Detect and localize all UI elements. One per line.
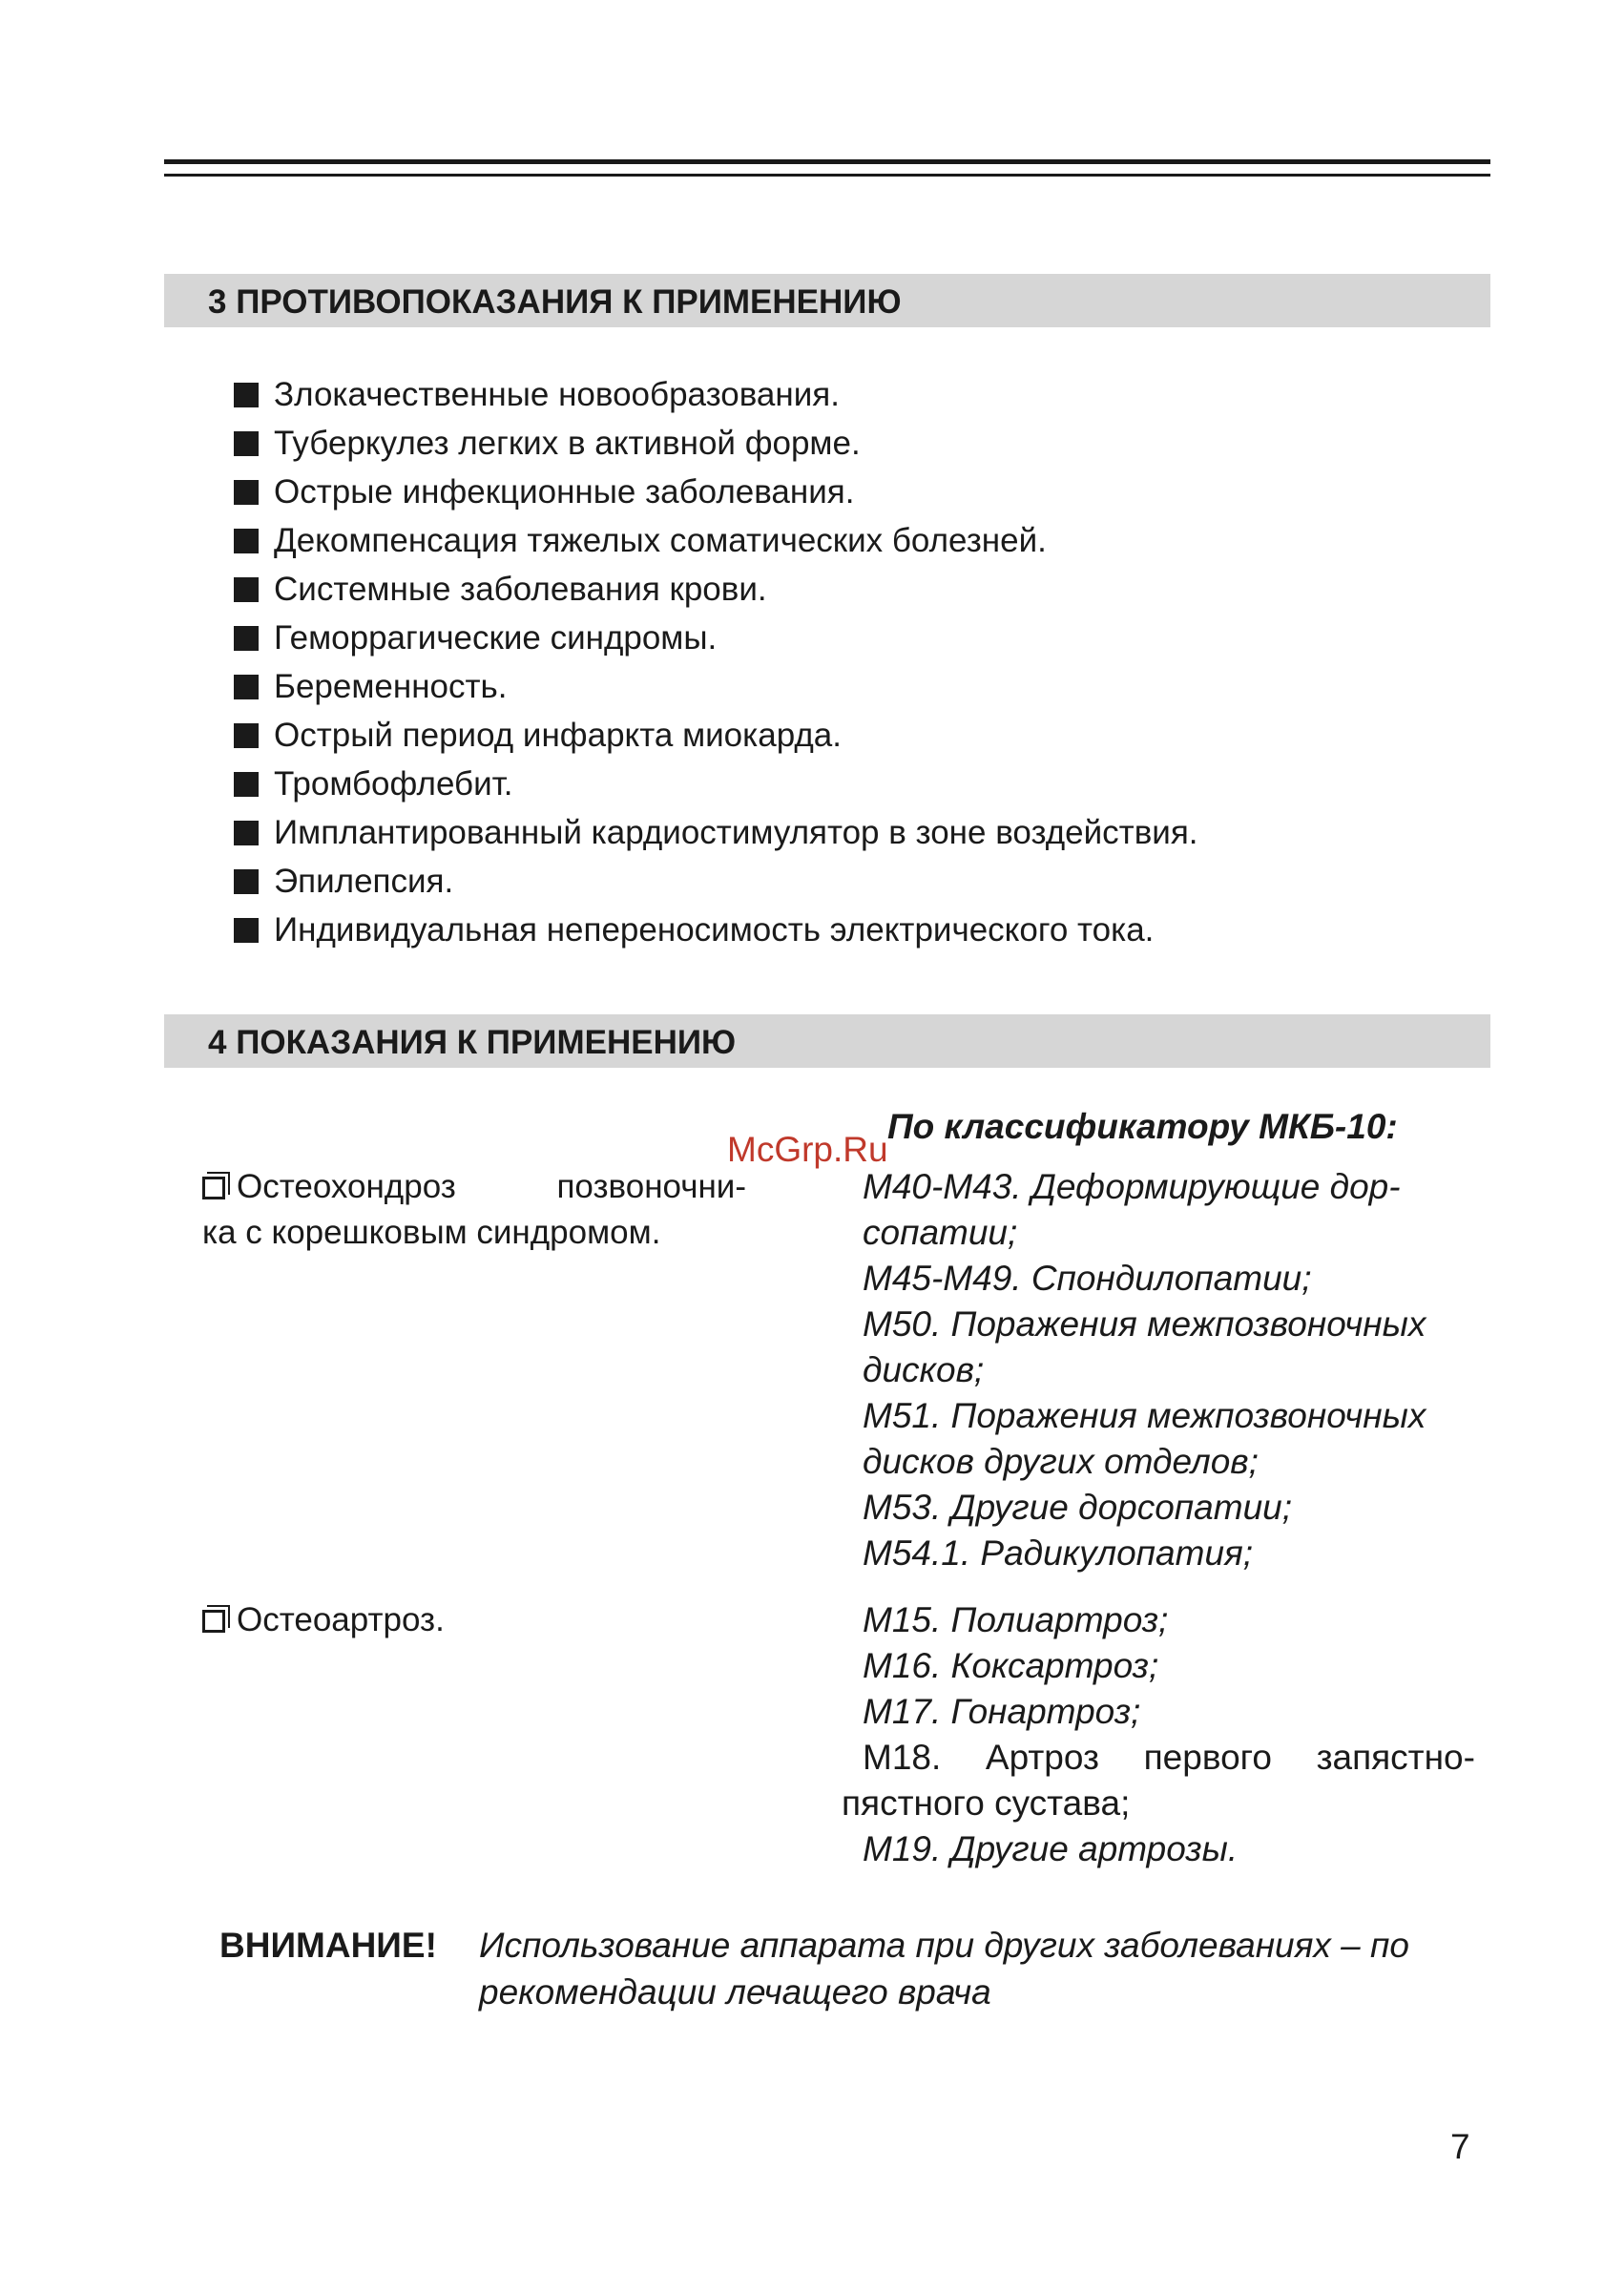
icd-code-line: М15. Полиартроз; xyxy=(863,1600,1169,1639)
checkbox-bullet-icon xyxy=(202,1610,225,1633)
icd-code-word: Артроз xyxy=(985,1738,1099,1777)
list-item xyxy=(234,662,1198,711)
section-4-heading: 4 ПОКАЗАНИЯ К ПРИМЕНЕНИЮ xyxy=(164,1014,1490,1068)
indication-line xyxy=(202,1597,746,1643)
list-item-text: Беременность. xyxy=(274,668,508,705)
icd-code-line: дисков; xyxy=(863,1350,985,1389)
square-bullet-icon xyxy=(234,723,259,748)
list-item xyxy=(234,711,1198,760)
warning-label: ВНИМАНИЕ! xyxy=(219,1926,437,1965)
icd-code-line: М40-М43. Деформирующие дор- xyxy=(863,1167,1401,1206)
watermark: McGrp.Ru xyxy=(727,1130,888,1169)
icd-code-line: М45-М49. Спондилопатии; xyxy=(863,1259,1312,1298)
square-bullet-icon xyxy=(234,529,259,553)
square-bullet-icon xyxy=(234,383,259,407)
icd-code-word: М18. xyxy=(863,1738,942,1777)
icd-code-line xyxy=(863,1735,1475,1781)
square-bullet-icon xyxy=(234,626,259,651)
list-item xyxy=(234,419,1198,468)
indication-text: позвоночни- xyxy=(556,1168,746,1205)
list-item-text: Системные заболевания крови. xyxy=(274,571,767,608)
list-item-text: Имплантированный кардиостимулятор в зоне воздействия. xyxy=(274,814,1198,851)
icd-code-line: пястного сустава; xyxy=(842,1783,1131,1823)
indication-line xyxy=(202,1164,746,1210)
warning-text xyxy=(479,1922,1471,2015)
list-item-text: Декомпенсация тяжелых соматических болезней. xyxy=(274,522,1047,559)
square-bullet-icon xyxy=(234,675,259,699)
indication-text: Остеохондроз xyxy=(237,1168,456,1205)
icd-code-line: М50. Поражения межпозвоночных xyxy=(863,1304,1426,1344)
list-item xyxy=(234,370,1198,419)
list-item-text: Тромбофлебит. xyxy=(274,765,513,803)
indication-line-start xyxy=(202,1164,456,1210)
list-item xyxy=(234,857,1198,906)
icd-code-line: М17. Гонартроз; xyxy=(863,1692,1141,1731)
icd-code-line: М51. Поражения межпозвоночных xyxy=(863,1396,1426,1435)
icd-code-line: сопатии; xyxy=(863,1213,1018,1252)
square-bullet-icon xyxy=(234,772,259,797)
indication-osteochondrosis xyxy=(202,1164,746,1256)
icd-code-line: М53. Другие дорсопатии; xyxy=(863,1488,1292,1527)
icd-code-word: запястно- xyxy=(1316,1738,1475,1777)
square-bullet-icon xyxy=(234,577,259,602)
icd-code-line: дисков других отделов; xyxy=(863,1442,1259,1481)
list-item-text: Злокачественные новообразования. xyxy=(274,376,840,413)
list-item xyxy=(234,614,1198,662)
page-number: 7 xyxy=(1450,2127,1470,2166)
list-item-text: Индивидуальная непереносимость электрического тока. xyxy=(274,911,1155,949)
indication-osteoarthrosis xyxy=(202,1597,746,1643)
checkbox-bullet-icon xyxy=(202,1177,225,1199)
list-item xyxy=(234,565,1198,614)
square-bullet-icon xyxy=(234,869,259,894)
list-item xyxy=(234,808,1198,857)
list-item-text: Туберкулез легких в активной форме. xyxy=(274,425,861,462)
icd-code-line: М16. Коксартроз; xyxy=(863,1646,1159,1685)
header-rule-thick xyxy=(164,159,1490,164)
icd-code-word: первого xyxy=(1143,1738,1272,1777)
icd-codes-osteoarthrosis xyxy=(842,1597,1475,1872)
list-item-text: Эпилепсия. xyxy=(274,863,454,900)
list-item-text: Острые инфекционные заболевания. xyxy=(274,473,855,511)
square-bullet-icon xyxy=(234,821,259,845)
list-item xyxy=(234,906,1198,954)
square-bullet-icon xyxy=(234,480,259,505)
icd-codes-osteochondrosis xyxy=(863,1164,1475,1576)
indication-text: Остеоартроз. xyxy=(237,1601,445,1638)
icd-code-line: М19. Другие артрозы. xyxy=(863,1829,1239,1868)
list-item-text: Острый период инфаркта миокарда. xyxy=(274,717,842,754)
list-item xyxy=(234,468,1198,516)
list-item xyxy=(234,760,1198,808)
list-item-text: Геморрагические синдромы. xyxy=(274,619,718,657)
classifier-heading: По классификатору МКБ-10: xyxy=(887,1107,1398,1146)
warning-text-line: Использование аппарата при других заболеваниях – по xyxy=(479,1926,1409,1965)
list-item xyxy=(234,516,1198,565)
header-rule-thin xyxy=(164,174,1490,177)
section-3-heading: 3 ПРОТИВОПОКАЗАНИЯ К ПРИМЕНЕНИЮ xyxy=(164,274,1490,327)
square-bullet-icon xyxy=(234,431,259,456)
square-bullet-icon xyxy=(234,918,259,943)
indication-text: ка с корешковым синдромом. xyxy=(202,1214,661,1251)
icd-code-line: М54.1. Радикулопатия; xyxy=(863,1533,1254,1573)
contraindications-list xyxy=(234,370,1198,954)
warning-text-line: рекомендации лечащего врача xyxy=(479,1972,991,2012)
